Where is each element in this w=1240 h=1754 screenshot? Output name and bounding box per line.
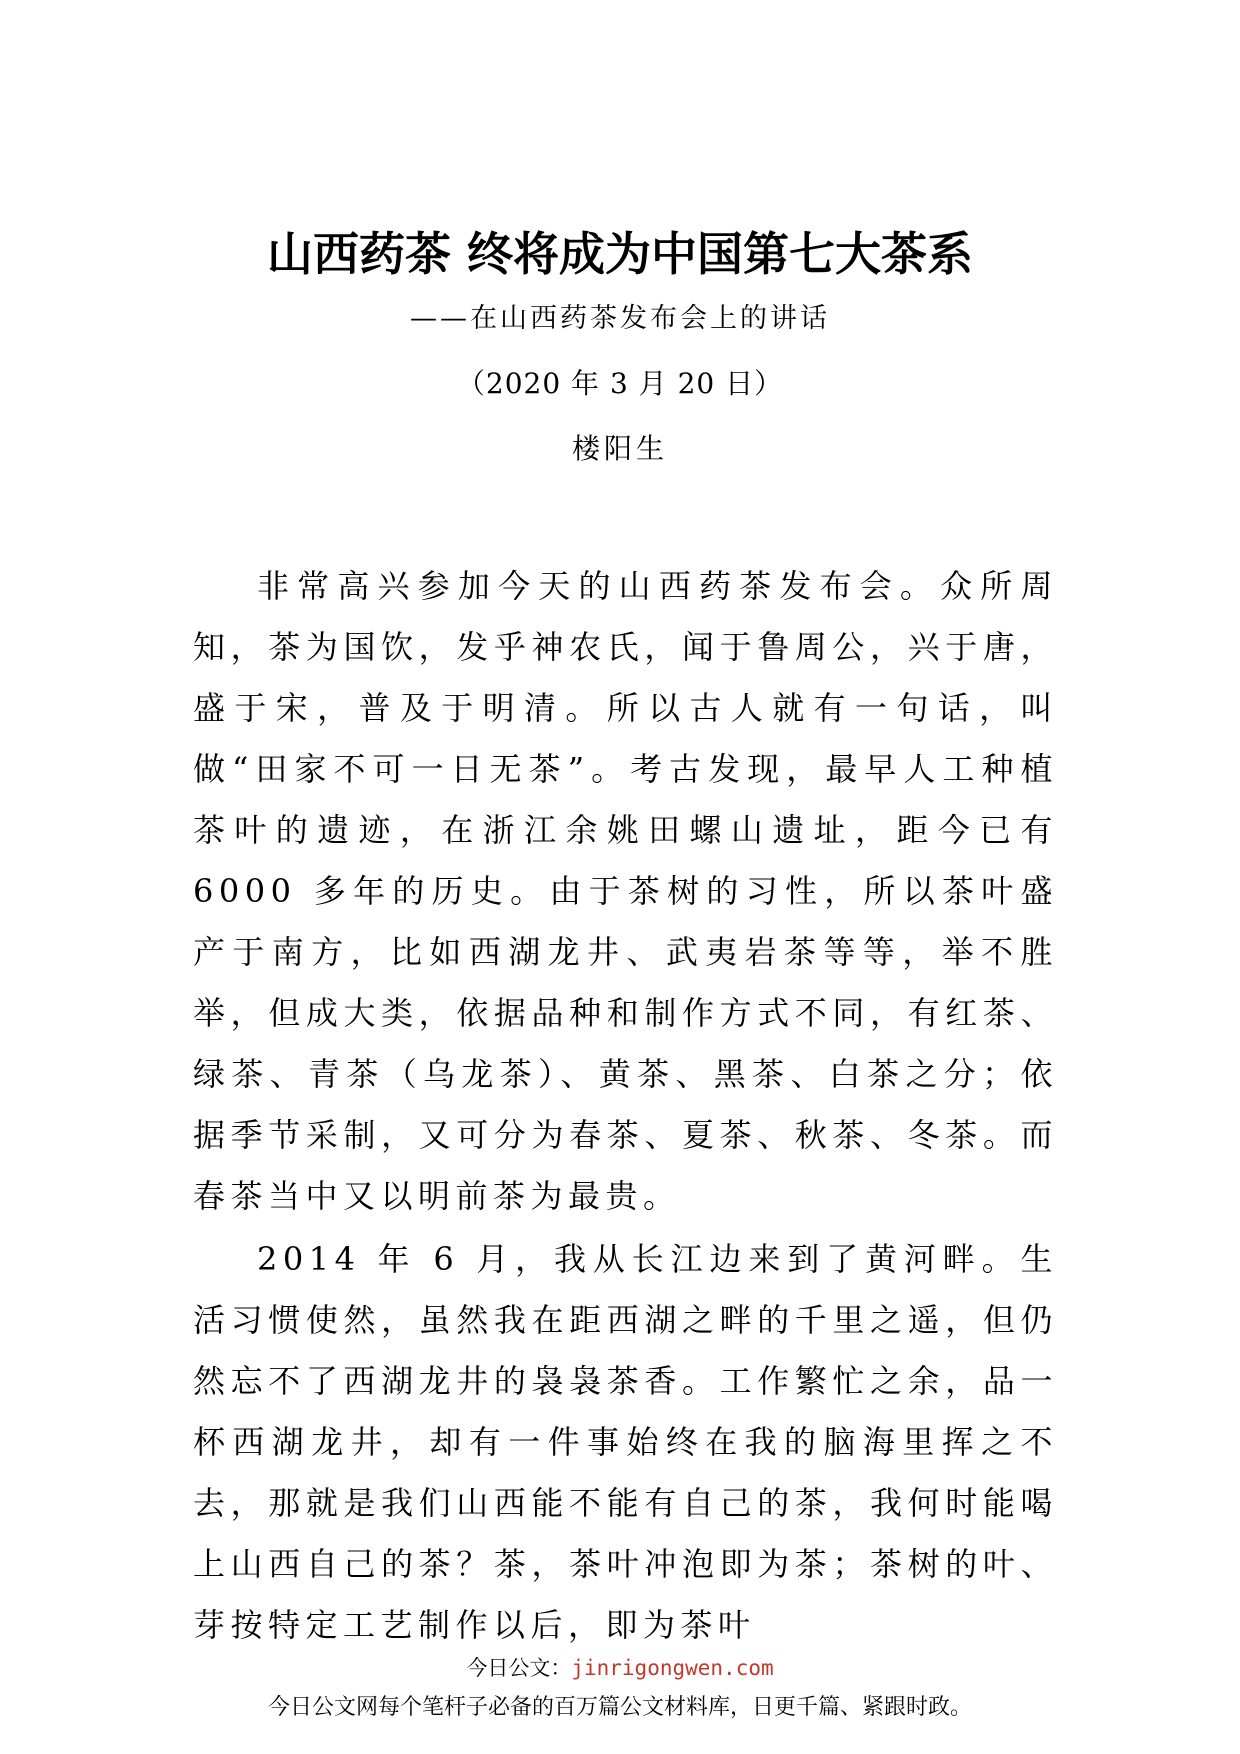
paragraph-text: 2014 年 6 月，我从长江边来到了黄河畔。生活习惯使然，虽然我在距西湖之畔的千里之遥，但仍然忘不了西湖龙井的袅袅茶香。工作繁忙之余，品一杯西湖龙井，却有一件事始终在我的脑海里挥之不去，那就是我们山西能不能有自己的茶，我何时能喝上山西自己的茶？茶，茶叶冲泡即为茶；茶树的叶、芽按特定工艺制作以后，即为茶叶 [193, 1240, 1058, 1644]
document-author: 楼阳生 [571, 432, 668, 465]
body-paragraph-1 [193, 556, 1058, 1227]
footer-slogan: 今日公文网每个笔杆子必备的百万篇公文材料库，日更千篇、紧跟时政。 [267, 1695, 972, 1720]
body-paragraph-2 [193, 1229, 1058, 1656]
document-subtitle: ——在山西药茶发布会上的讲话 [410, 303, 830, 334]
footer-source-label: 今日公文： [466, 1656, 572, 1680]
document-date: （2020 年 3 月 20 日） [456, 367, 784, 400]
paragraph-text: 非常高兴参加今天的山西药茶发布会。众所周知，茶为国饮，发乎神农氏，闻于鲁周公，兴于唐，盛于宋，普及于明清。所以古人就有一句话，叫做“田家不可一日无茶”。考古发现，最早人工种植茶叶的遗迹，在浙江余姚田螺山遗址，距今已有 6000 多年的历史。由于茶树的习性，所以茶叶盛产于南方，比如西湖龙井、武夷岩茶等等，举不胜举，但成大类，依据品种和制作方式不同，有红茶、绿茶、青茶（乌龙茶）、黄茶、黑茶、白茶之分；依据季节采制，又可分为春茶、夏茶、秋茶、冬茶。而春茶当中又以明前茶为最贵。 [193, 567, 1058, 1215]
footer-source [0, 1652, 1240, 1682]
footer-source-link[interactable]: jinrigongwen.com [571, 1656, 774, 1680]
document-title: 山西药茶 终将成为中国第七大茶系 [266, 227, 973, 281]
